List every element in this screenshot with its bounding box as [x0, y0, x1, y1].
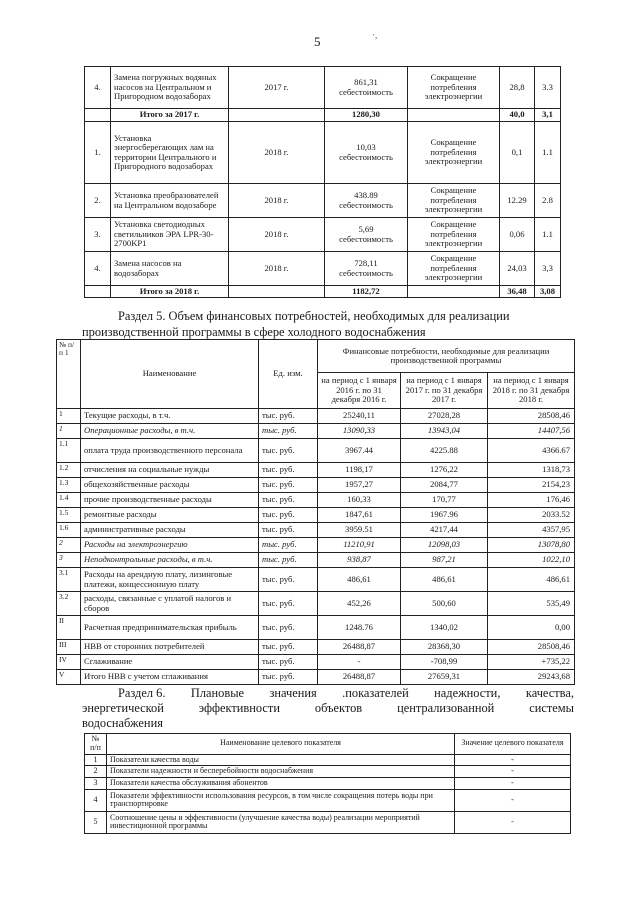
- page-number: 5: [314, 34, 321, 49]
- cell-2016: 3959.51: [318, 523, 401, 538]
- cell-2018: 1318,73: [488, 463, 575, 478]
- cell-2018: 0,00: [488, 616, 575, 640]
- section-5-line-2: производственной программы в сфере холодного водоснабжения: [82, 325, 426, 339]
- cell-year: 2018 г.: [229, 218, 325, 252]
- cell-num: 1.5: [57, 508, 81, 523]
- section-5-line-1: Раздел 5. Объем финансовых потребностей, необходимых для реализации: [118, 309, 510, 323]
- cell-value: -: [455, 766, 571, 778]
- cell-2016: 26488,87: [318, 670, 401, 685]
- table-row: [57, 439, 575, 463]
- table-row: [85, 789, 571, 811]
- cell-name: Показатели качества обслуживания абонентов: [107, 778, 455, 790]
- cell-2016: 486,61: [318, 568, 401, 592]
- table-row: [57, 493, 575, 508]
- cell-name: Сглаживание: [81, 655, 259, 670]
- section-6-line-1: [82, 686, 574, 701]
- table-row: [57, 424, 575, 439]
- cell-2016: 938,87: [318, 553, 401, 568]
- cell-name: Установка преобразователей на Центральном водозаборе: [111, 184, 229, 218]
- cost-value: 5,69: [358, 224, 374, 235]
- cell-2018: +735,22: [488, 655, 575, 670]
- cell-name: Текущие расходы, в т.ч.: [81, 409, 259, 424]
- col-header-name: Наименование целевого показателя: [107, 734, 455, 755]
- cell-num: 1.1: [57, 439, 81, 463]
- col-header-num: № п/п 1: [57, 340, 81, 409]
- cell-2017: 486,61: [401, 568, 488, 592]
- col-header-group: Финансовые потребности, необходимые для реализации производственной программы: [318, 340, 575, 373]
- table-row: [85, 811, 571, 833]
- cell-value: -: [455, 778, 571, 790]
- table-row: [57, 538, 575, 553]
- cell-effect: Сокращение потребления электроэнергии: [408, 218, 500, 252]
- col-header-2018: на период с 1 января 2018 г. по 31 декабря 2018 г.: [488, 373, 575, 409]
- cell-value-2: 1.1: [535, 218, 561, 252]
- cell-unit: тыс. руб.: [259, 655, 318, 670]
- cell-name: прочие производственные расходы: [81, 493, 259, 508]
- cell-num: 3.1: [57, 568, 81, 592]
- cell-num: 4.: [85, 252, 111, 286]
- table-row: [57, 568, 575, 592]
- cell-name: расходы, связанные с уплатой налогов и сборов: [81, 592, 259, 616]
- cell-value-1: 40,0: [500, 109, 535, 122]
- cell-2017: 4217,44: [401, 523, 488, 538]
- cell-value: -: [455, 754, 571, 766]
- heading-word: Раздел 6.: [118, 686, 166, 700]
- cell-2018: 2154,23: [488, 478, 575, 493]
- cell-unit: тыс. руб.: [259, 424, 318, 439]
- cell-2016: 1198,17: [318, 463, 401, 478]
- section-6-heading: [82, 686, 574, 731]
- cell-num: 2: [57, 538, 81, 553]
- cell-year: [229, 286, 325, 298]
- cell-num: 3.: [85, 218, 111, 252]
- cell-2018: 28508,46: [488, 409, 575, 424]
- total-row: [85, 286, 561, 298]
- cell-num: V: [57, 670, 81, 685]
- cell-num: 1.3: [57, 478, 81, 493]
- heading-word: объектов: [314, 701, 363, 715]
- cell-effect: [408, 286, 500, 298]
- cell-num: 3: [57, 553, 81, 568]
- cell-value-1: 28,8: [500, 67, 535, 109]
- cell-2017: 1340,02: [401, 616, 488, 640]
- cell-2017: 12098,03: [401, 538, 488, 553]
- cell-num: 1.2: [57, 463, 81, 478]
- section-5-heading: [82, 308, 572, 340]
- table-row: [57, 409, 575, 424]
- heading-word: .показателей: [342, 686, 409, 700]
- cell-2018: 1022,10: [488, 553, 575, 568]
- table-row: [57, 655, 575, 670]
- cell-2018: 486,61: [488, 568, 575, 592]
- cell-num: [85, 109, 111, 122]
- cell-num: IV: [57, 655, 81, 670]
- heading-word: системы: [529, 701, 574, 715]
- cell-effect: Сокращение потребления электроэнергии: [408, 122, 500, 184]
- cell-2018: 28508,46: [488, 640, 575, 655]
- table-row: [85, 766, 571, 778]
- table-row: [85, 122, 561, 184]
- table-row: [57, 640, 575, 655]
- cell-num: 4.: [85, 67, 111, 109]
- cell-2017: 13943,04: [401, 424, 488, 439]
- cell-name: Установка энергосберегающих лам на территории Центрального и Пригородного водозаборах: [111, 122, 229, 184]
- cell-name: общехозяйственные расходы: [81, 478, 259, 493]
- table-row: [85, 218, 561, 252]
- cell-name: НВВ от сторонних потребителей: [81, 640, 259, 655]
- cell-2017: 27028,28: [401, 409, 488, 424]
- cell-unit: тыс. руб.: [259, 523, 318, 538]
- cell-2018: 176,46: [488, 493, 575, 508]
- table-row: [57, 478, 575, 493]
- cell-num: 1: [85, 754, 107, 766]
- cell-year: 2018 г.: [229, 252, 325, 286]
- cell-2017: 170,77: [401, 493, 488, 508]
- cell-cost: [325, 122, 408, 184]
- cell-unit: тыс. руб.: [259, 478, 318, 493]
- heading-word: качества,: [525, 686, 574, 700]
- cell-value-1: 12.29: [500, 184, 535, 218]
- heading-word: эффективности: [198, 701, 280, 715]
- cell-name: Расчетная предпринимательская прибыль: [81, 616, 259, 640]
- col-header-unit: Ед. изм.: [259, 340, 318, 409]
- cell-unit: тыс. руб.: [259, 592, 318, 616]
- cell-name: административные расходы: [81, 523, 259, 538]
- cell-unit: тыс. руб.: [259, 568, 318, 592]
- cell-value-2: 3.3: [535, 67, 561, 109]
- cell-2016: 452,26: [318, 592, 401, 616]
- table-row: [57, 553, 575, 568]
- cell-unit: тыс. руб.: [259, 553, 318, 568]
- cell-name: Показатели эффективности использования ресурсов, в том числе сокращения потерь воды при транспортировке: [107, 789, 455, 811]
- cell-2016: -: [318, 655, 401, 670]
- cell-cost: [325, 184, 408, 218]
- cell-unit: тыс. руб.: [259, 493, 318, 508]
- cell-name: Замена погружных водяных насосов на Центральном и Пригородном водозаборах: [111, 67, 229, 109]
- cell-2018: 14407,56: [488, 424, 575, 439]
- cell-name: Неподконтрольные расходы, в т.ч.: [81, 553, 259, 568]
- cell-num: 2.: [85, 184, 111, 218]
- cell-2017: 1967.96: [401, 508, 488, 523]
- cell-num: 5: [85, 811, 107, 833]
- cell-year: [229, 109, 325, 122]
- cell-value-2: 3,08: [535, 286, 561, 298]
- cell-year: 2018 г.: [229, 184, 325, 218]
- cell-name: Показатели качества воды: [107, 754, 455, 766]
- table-row: [57, 616, 575, 640]
- cell-name: Расходы на электроэнергию: [81, 538, 259, 553]
- cell-num: 1.4: [57, 493, 81, 508]
- cell-2016: 1248.76: [318, 616, 401, 640]
- cell-2016: 11210,91: [318, 538, 401, 553]
- cell-2017: 1276,22: [401, 463, 488, 478]
- col-header-num: № п/п: [85, 734, 107, 755]
- cell-name: оплата труда производственного персонала: [81, 439, 259, 463]
- cell-name: Замена насосов на водозаборах: [111, 252, 229, 286]
- cost-label: себестоимость: [339, 86, 393, 97]
- cell-2017: -708,99: [401, 655, 488, 670]
- cell-name: Итого за 2018 г.: [111, 286, 229, 298]
- cell-value-1: 0,1: [500, 122, 535, 184]
- cell-num: 4: [85, 789, 107, 811]
- cell-cost: [325, 67, 408, 109]
- energy-measures-table: [84, 66, 561, 298]
- cell-2016: 160,33: [318, 493, 401, 508]
- cell-name: Итого НВВ с учетом сглаживания: [81, 670, 259, 685]
- cell-2017: 4225.88: [401, 439, 488, 463]
- cell-cost: [325, 252, 408, 286]
- heading-word: значения: [269, 686, 317, 700]
- table-row: [85, 754, 571, 766]
- table-row: [85, 252, 561, 286]
- heading-word: централизованной: [397, 701, 495, 715]
- col-header-2017: на период с 1 января 2017 г. по 31 декабря 2017 г.: [401, 373, 488, 409]
- cell-2018: 4366.67: [488, 439, 575, 463]
- cell-unit: тыс. руб.: [259, 439, 318, 463]
- cell-2017: 27659,31: [401, 670, 488, 685]
- cell-2016: 1957,27: [318, 478, 401, 493]
- cell-unit: тыс. руб.: [259, 538, 318, 553]
- cell-name: Операционные расходы, в т.ч.: [81, 424, 259, 439]
- cost-label: себестоимость: [339, 199, 393, 210]
- cost-label: себестоимость: [339, 151, 393, 162]
- cell-name: Итого за 2017 г.: [111, 109, 229, 122]
- cost-value: 10,03: [356, 142, 376, 153]
- table-row: [57, 463, 575, 478]
- cell-effect: Сокращение потребления электроэнергии: [408, 252, 500, 286]
- cost-value: 861,31: [354, 77, 378, 88]
- cell-effect: Сокращение потребления электроэнергии: [408, 67, 500, 109]
- cell-effect: Сокращение потребления электроэнергии: [408, 184, 500, 218]
- table-row: [85, 67, 561, 109]
- cell-2017: 2084,77: [401, 478, 488, 493]
- col-header-name: Наименование: [81, 340, 259, 409]
- total-row: [85, 109, 561, 122]
- cell-unit: тыс. руб.: [259, 616, 318, 640]
- cost-value: 438.89: [354, 190, 378, 201]
- cell-name: Соотношение цены и эффективности (улучшение качества воды) реализации мероприятий инвестиционной программы: [107, 811, 455, 833]
- cell-name: ремонтные расходы: [81, 508, 259, 523]
- cell-num: II: [57, 616, 81, 640]
- cell-name: отчисления на социальные нужды: [81, 463, 259, 478]
- cell-unit: тыс. руб.: [259, 463, 318, 478]
- table-row: [85, 184, 561, 218]
- heading-word: Плановые: [190, 686, 245, 700]
- cell-effect: [408, 109, 500, 122]
- cell-unit: тыс. руб.: [259, 670, 318, 685]
- cell-2017: 28368,30: [401, 640, 488, 655]
- table-row: [85, 778, 571, 790]
- cell-2018: 2033.52: [488, 508, 575, 523]
- cell-value-2: 3,1: [535, 109, 561, 122]
- cell-value-1: 0,06: [500, 218, 535, 252]
- target-indicators-table: [84, 733, 571, 834]
- cost-label: себестоимость: [339, 233, 393, 244]
- cell-name: Расходы на арендную плату, лизинговые платежи, концессионную плату: [81, 568, 259, 592]
- cell-value-2: 2.8: [535, 184, 561, 218]
- cell-num: 2: [85, 766, 107, 778]
- cell-num: 1: [57, 409, 81, 424]
- heading-word: энергетической: [82, 701, 164, 715]
- table-row: [57, 523, 575, 538]
- col-header-value: Значение целевого показателя: [455, 734, 571, 755]
- cell-name: Установка светодиодных светильников ЭРА LPR-30-2700KP1: [111, 218, 229, 252]
- cell-unit: тыс. руб.: [259, 409, 318, 424]
- financial-needs-table: [56, 339, 575, 685]
- cell-cost: 1182,72: [325, 286, 408, 298]
- cell-2016: 13090,33: [318, 424, 401, 439]
- cell-num: [85, 286, 111, 298]
- cell-num: III: [57, 640, 81, 655]
- section-6-line-3: водоснабжения: [82, 716, 163, 730]
- cell-2017: 500,60: [401, 592, 488, 616]
- cell-year: 2017 г.: [229, 67, 325, 109]
- cell-2016: 25240,11: [318, 409, 401, 424]
- cell-2018: 13078,80: [488, 538, 575, 553]
- cell-2018: 4357,95: [488, 523, 575, 538]
- heading-word: надежности,: [434, 686, 501, 700]
- table-row: [57, 508, 575, 523]
- cell-2018: 29243,68: [488, 670, 575, 685]
- cell-num: 1.6: [57, 523, 81, 538]
- cell-2016: 3967.44: [318, 439, 401, 463]
- cell-num: 1.: [85, 122, 111, 184]
- cell-value-1: 24,03: [500, 252, 535, 286]
- table-row: [57, 670, 575, 685]
- cell-value-2: 1.1: [535, 122, 561, 184]
- cost-label: себестоимость: [339, 267, 393, 278]
- cell-num: 1: [57, 424, 81, 439]
- cell-name: Показатели надежности и бесперебойности водоснабжения: [107, 766, 455, 778]
- cell-year: 2018 г.: [229, 122, 325, 184]
- cell-value: -: [455, 811, 571, 833]
- cell-2017: 987,21: [401, 553, 488, 568]
- col-header-2016: на период с 1 января 2016 г. по 31 декабря 2016 г.: [318, 373, 401, 409]
- cell-cost: 1280,30: [325, 109, 408, 122]
- cell-2016: 1847,61: [318, 508, 401, 523]
- cell-unit: тыс. руб.: [259, 640, 318, 655]
- cell-num: 3: [85, 778, 107, 790]
- cell-value-1: 36,48: [500, 286, 535, 298]
- cell-cost: [325, 218, 408, 252]
- cell-value-2: 3,3: [535, 252, 561, 286]
- cell-value: -: [455, 789, 571, 811]
- cell-num: 3.2: [57, 592, 81, 616]
- cost-value: 728,11: [354, 258, 378, 269]
- cell-unit: тыс. руб.: [259, 508, 318, 523]
- section-6-line-2: [82, 701, 574, 716]
- table-row: [57, 592, 575, 616]
- scan-speck: ·,: [372, 30, 378, 40]
- cell-2016: 26488,87: [318, 640, 401, 655]
- cell-2018: 535,49: [488, 592, 575, 616]
